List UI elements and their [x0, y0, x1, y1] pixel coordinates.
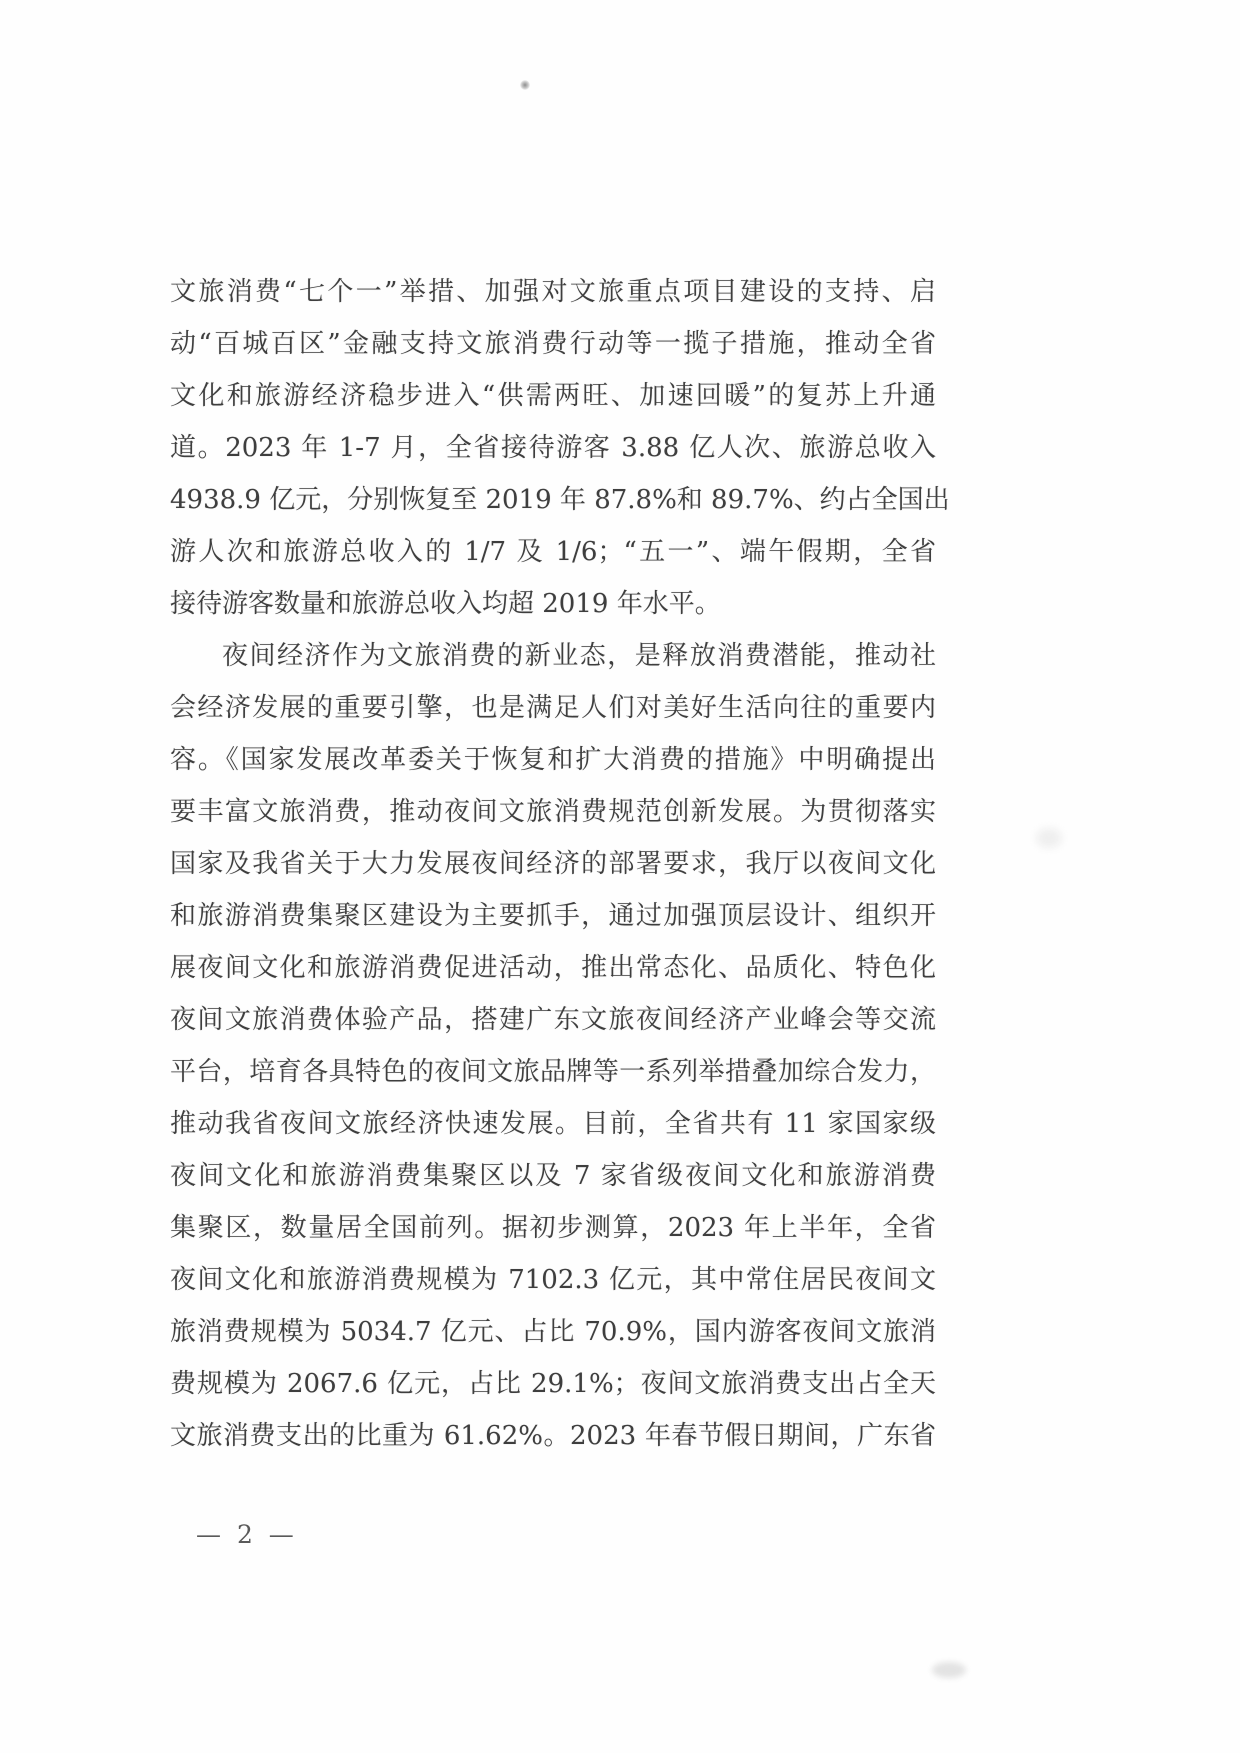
scan-speck — [520, 80, 530, 90]
text-line: 要丰富文旅消费，推动夜间文旅消费规范创新发展。为贯彻落实 — [170, 797, 936, 827]
text-line: 文旅消费“七个一”举措、加强对文旅重点项目建设的支持、启 — [170, 277, 936, 307]
text-line: 文化和旅游经济稳步进入“供需两旺、加速回暖”的复苏上升通 — [170, 381, 936, 411]
text-line: 游人次和旅游总收入的 1/7 及 1/6；“五一”、端午假期，全省 — [170, 537, 936, 567]
text-block — [170, 266, 950, 1462]
text-line: 夜间文化和旅游消费集聚区以及 7 家省级夜间文化和旅游消费 — [170, 1161, 936, 1191]
text-line: 和旅游消费集聚区建设为主要抓手，通过加强顶层设计、组织开 — [170, 901, 936, 931]
text-line: 会经济发展的重要引擎，也是满足人们对美好生活向往的重要内 — [170, 693, 936, 723]
text-line: 夜间文旅消费体验产品，搭建广东文旅夜间经济产业峰会等交流 — [170, 1005, 936, 1035]
page-number: — 2 — — [196, 1520, 298, 1549]
text-line: 夜间经济作为文旅消费的新业态，是释放消费潜能，推动社 — [222, 641, 936, 671]
text-line: 推动我省夜间文旅经济快速发展。目前，全省共有 11 家国家级 — [170, 1109, 936, 1139]
scan-smudge — [1036, 828, 1062, 848]
text-line: 夜间文化和旅游消费规模为 7102.3 亿元，其中常住居民夜间文 — [170, 1265, 936, 1295]
text-line: 动“百城百区”金融支持文旅消费行动等一揽子措施，推动全省 — [170, 329, 936, 359]
text-line: 旅消费规模为 5034.7 亿元、占比 70.9%，国内游客夜间文旅消 — [170, 1317, 936, 1347]
text-line: 费规模为 2067.6 亿元，占比 29.1%；夜间文旅消费支出占全天 — [170, 1369, 936, 1399]
text-line: 文旅消费支出的比重为 61.62%。2023 年春节假日期间，广东省 — [170, 1421, 936, 1451]
text-line: 道。2023 年 1-7 月，全省接待游客 3.88 亿人次、旅游总收入 — [170, 433, 936, 463]
text-line: 展夜间文化和旅游消费促进活动，推出常态化、品质化、特色化 — [170, 953, 936, 983]
scan-smudge — [932, 1662, 966, 1678]
text-line: 集聚区，数量居全国前列。据初步测算，2023 年上半年，全省 — [170, 1213, 936, 1243]
text-line: 4938.9 亿元，分别恢复至 2019 年 87.8%和 89.7%、约占全国出 — [170, 485, 950, 515]
text-line: 国家及我省关于大力发展夜间经济的部署要求，我厅以夜间文化 — [170, 849, 936, 879]
text-line: 容。《国家发展改革委关于恢复和扩大消费的措施》中明确提出 — [170, 745, 936, 775]
text-line: 接待游客数量和旅游总收入均超 2019 年水平。 — [170, 589, 721, 619]
text-line: 平台，培育各具特色的夜间文旅品牌等一系列举措叠加综合发力， — [170, 1057, 936, 1087]
